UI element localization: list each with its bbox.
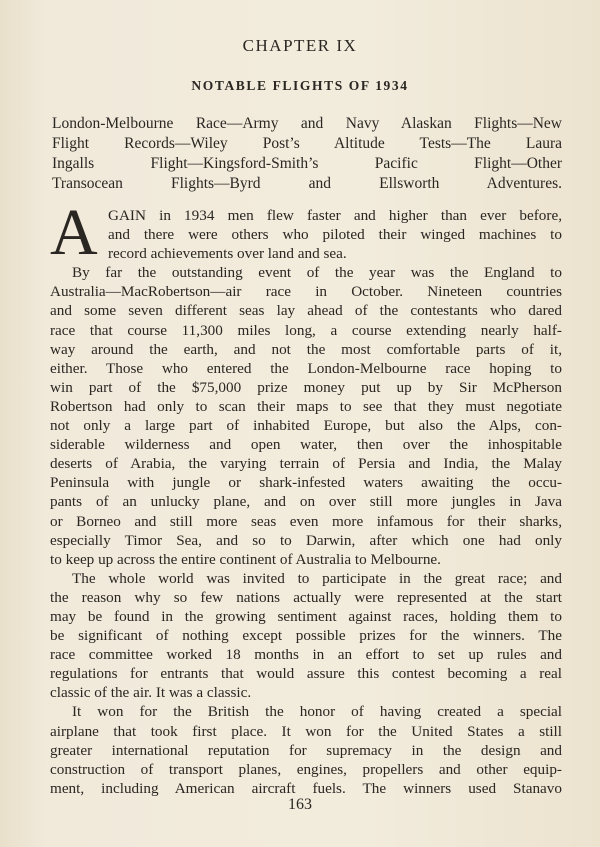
text-line: way around the earth, and not the most comfortable parts of it, bbox=[50, 340, 562, 358]
synopsis-line: Flight Records—Wiley Post’s Altitude Tests—The Laura bbox=[52, 135, 562, 152]
text-line: greater international reputation for supremacy in the design and bbox=[50, 741, 562, 759]
text-line: siderable wilderness and open water, then over the inhospitable bbox=[50, 436, 562, 454]
text-line: By far the outstanding event of the year was the England to bbox=[72, 264, 562, 282]
opening-paragraph bbox=[50, 196, 562, 269]
text-line: and there were others who piloted their winged machines to bbox=[108, 226, 562, 244]
text-line: ment, including American aircraft fuels. The winners used Stanavo bbox=[50, 779, 562, 797]
paragraph-3 bbox=[50, 569, 562, 703]
text-line: It won for the British the honor of having created a special bbox=[72, 703, 562, 721]
text-line: regulations for entrants that would assure this contest becoming a real bbox=[50, 665, 562, 683]
chapter-heading: CHAPTER IX bbox=[242, 36, 358, 55]
text-line: construction of transport planes, engines, propellers and other equip- bbox=[50, 760, 562, 778]
text-line: classic of the air. It was a classic. bbox=[50, 684, 252, 702]
text-line: GAIN in 1934 men flew faster and higher than ever before, bbox=[108, 207, 562, 224]
text-line: pants of an unlucky plane, and on over still more jungles in Java bbox=[50, 493, 562, 511]
text-line: win part of the $75,000 prize money put up by Sir McPherson bbox=[50, 378, 562, 396]
text-line: Robertson had only to scan their maps to see that they must negotiate bbox=[50, 397, 562, 415]
text-line: either. Those who entered the London-Melbourne race hoping to bbox=[50, 359, 562, 377]
paragraph-2 bbox=[50, 263, 562, 569]
text-line: not only a large part of inhabited Europe, but also the Alps, con- bbox=[50, 417, 562, 435]
drop-cap-letter: A bbox=[50, 196, 98, 269]
text-line: record achievements over land and sea. bbox=[108, 245, 347, 263]
synopsis-line: Transocean Flights—Byrd and Ellsworth Adventures. bbox=[52, 175, 562, 192]
text-line: Australia—MacRobertson—air race in October. Nineteen countries bbox=[50, 283, 562, 301]
text-line: especially Timor Sea, and so to Darwin, after which one had only bbox=[50, 531, 562, 549]
body-text bbox=[50, 196, 562, 798]
text-line: Peninsula with jungle or shark-infested waters awaiting the occu- bbox=[50, 474, 562, 492]
chapter-synopsis bbox=[52, 114, 562, 194]
text-line: airplane that took first place. It won for the United States a still bbox=[50, 722, 562, 740]
text-line: deserts of Arabia, the varying terrain of Persia and India, the Malay bbox=[50, 455, 562, 473]
text-line: or Borneo and still more seas even more infamous for their sharks, bbox=[50, 512, 562, 530]
page-number: 163 bbox=[288, 796, 312, 813]
text-line: and some seven different seas lay ahead of the contestants who dared bbox=[50, 302, 562, 320]
text-line: race committee worked 18 months in an effort to set up rules and bbox=[50, 646, 562, 664]
synopsis-line: Ingalls Flight—Kingsford-Smith’s Pacific Flight—Other bbox=[52, 155, 562, 172]
text-line: be significant of nothing except possible prizes for the winners. The bbox=[50, 627, 562, 645]
section-title: NOTABLE FLIGHTS OF 1934 bbox=[191, 78, 409, 93]
text-line: race that course 11,300 miles long, a course extending nearly half- bbox=[50, 321, 562, 339]
text-line: may be found in the growing sentiment against races, holding them to bbox=[50, 607, 562, 625]
text-line: The whole world was invited to participate in the great race; and bbox=[72, 569, 562, 587]
text-line: to keep up across the entire continent of Australia to Melbourne. bbox=[50, 550, 441, 568]
text-line: the reason why so few nations actually were represented at the start bbox=[50, 588, 562, 606]
paragraph-4 bbox=[50, 702, 562, 797]
synopsis-line: London-Melbourne Race—Army and Navy Alaskan Flights—New bbox=[52, 115, 562, 132]
